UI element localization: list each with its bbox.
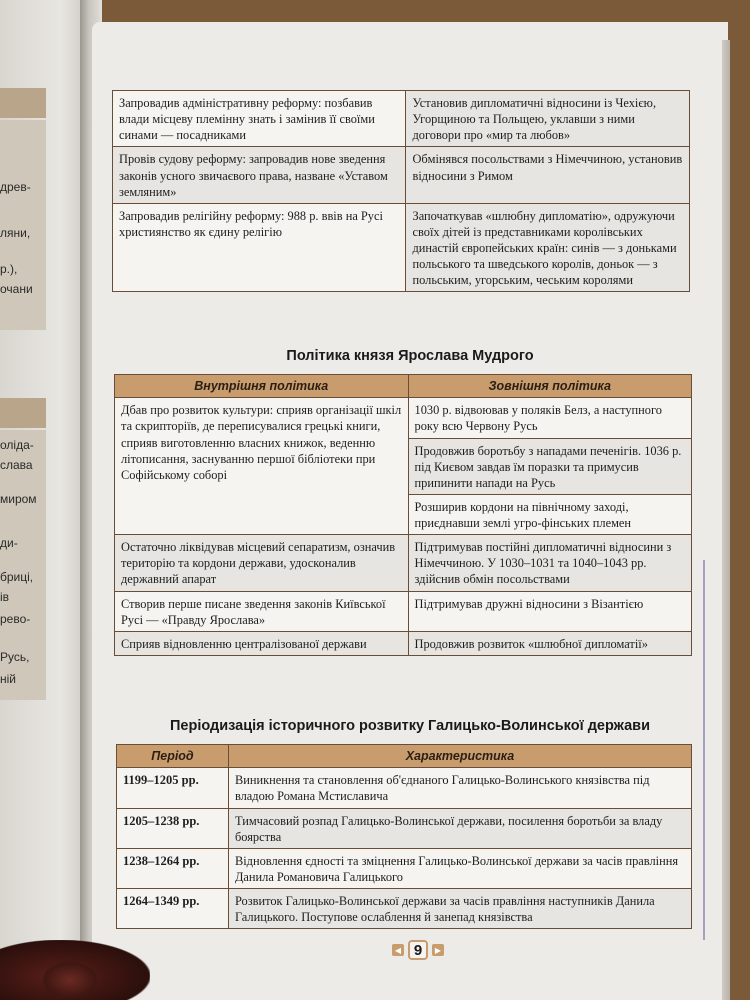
fingernail xyxy=(40,960,100,1000)
table-row xyxy=(117,808,692,848)
table-row xyxy=(113,91,690,147)
external-policy-cell: Підтримував дружні відносини з Візантією xyxy=(408,591,692,631)
section-title-galicia: Періодизація історичного розвитку Галицько-Волинської держави xyxy=(169,718,650,734)
description-cell: Виникнення та становлення об'єднаного Галицько-Волинського князівства під владою Романа Мстиславича xyxy=(228,768,691,808)
book-page xyxy=(92,22,728,1000)
yaroslav-policy-table xyxy=(114,374,692,656)
left-table-header xyxy=(0,88,46,118)
table-row xyxy=(117,768,692,808)
left-fragment: ній xyxy=(0,672,16,686)
left-fragment: оліда- xyxy=(0,438,34,452)
internal-policy-cell: Остаточно ліквідував місцевий сепаратизм, означив територію та кордони держави, удосконалив державний апарат xyxy=(115,535,409,591)
external-policy-cell: Установив дипломатичні відносини із Чехією, Угорщиною та Польщею, уклавши з ними договори про «мир та любов» xyxy=(406,91,690,147)
table-header-row xyxy=(117,745,692,768)
triangle-right-icon: ▶ xyxy=(432,944,444,956)
internal-policy-cell: Сприяв відновленню централізованої держави xyxy=(115,631,409,655)
table-row xyxy=(115,398,692,438)
description-cell: Відновлення єдності та зміцнення Галицько-Волинської держави за часів правління Данила Романовича Галицького xyxy=(228,848,691,888)
left-fragment: ляни, xyxy=(0,226,31,240)
left-table-body xyxy=(0,120,46,330)
table-row xyxy=(113,203,690,292)
internal-policy-cell: Провів судову реформу: запровадив нове зведення законів усного звичаєвого права, назване «Уставом земляним» xyxy=(113,147,406,203)
left-fragment: очани xyxy=(0,282,33,296)
left-fragment: ів xyxy=(0,590,10,604)
previous-page xyxy=(0,0,86,1000)
header-description: Характеристика xyxy=(228,745,691,768)
external-policy-cell: Розширив кордони на північному заході, приєднавши землі угро-фінських племен xyxy=(408,494,692,534)
volodymyr-policy-table xyxy=(112,90,690,292)
table-row xyxy=(115,631,692,655)
table-row xyxy=(113,147,690,203)
external-policy-cell: Започаткував «шлюбну дипломатію», одружуючи своїх дітей із представниками королівських династій європейських країн: синів — з доньками польського та шведського королів, доньок — з польським, угорським, чеським королями xyxy=(406,203,690,292)
period-cell: 1238–1264 рр. xyxy=(117,848,229,888)
left-fragment: бриці, xyxy=(0,570,34,584)
external-policy-cell: 1030 р. відвоював у поляків Белз, а наступного року всю Червону Русь xyxy=(408,398,692,438)
table-row xyxy=(117,889,692,929)
table-header-row xyxy=(115,375,692,398)
table-row xyxy=(115,535,692,591)
period-cell: 1199–1205 рр. xyxy=(117,768,229,808)
internal-policy-cell: Дбав про розвиток культури: сприяв організації шкіл та скрипторіїв, де переписувалися грецькі книги, сприяв виготовленню власних книжок, веденню літописання, заснуванню першої бібліотеки при Софійському соборі xyxy=(115,398,409,535)
triangle-left-icon: ◀ xyxy=(392,944,404,956)
left-fragment: миром xyxy=(0,492,37,506)
left-fragment: ди- xyxy=(0,536,18,550)
period-cell: 1264–1349 рр. xyxy=(117,889,229,929)
page-margin-line xyxy=(703,560,705,940)
period-cell: 1205–1238 рр. xyxy=(117,808,229,848)
table-row xyxy=(117,848,692,888)
internal-policy-cell: Створив перше писане зведення законів Київської Русі — «Правду Ярослава» xyxy=(115,591,409,631)
left-fragment: Русь, xyxy=(0,650,30,664)
table-row xyxy=(115,591,692,631)
description-cell: Розвиток Галицько-Волинської держави за часів правління наступників Данила Галицького. Поступове ослаблення й занепад князівства xyxy=(228,889,691,929)
header-external: Зовнішня політика xyxy=(408,375,692,398)
galicia-periods-table xyxy=(116,744,692,929)
section-title-yaroslav: Політика князя Ярослава Мудрого xyxy=(286,348,534,364)
description-cell: Тимчасовий розпад Галицько-Волинської держави, посилення боротьби за владу боярства xyxy=(228,808,691,848)
left-fragment: рево- xyxy=(0,612,31,626)
internal-policy-cell: Запровадив релігійну реформу: 988 р. ввів на Русі християнство як єдину релігію xyxy=(113,203,406,292)
left-table-header xyxy=(0,398,46,428)
header-period: Період xyxy=(117,745,229,768)
header-internal: Внутрішня політика xyxy=(115,375,409,398)
left-fragment: древ- xyxy=(0,180,31,194)
external-policy-cell: Підтримував постійні дипломатичні відносини з Німеччиною. У 1030–1031 та 1040–1043 рр. здійснив обмін посольствами xyxy=(408,535,692,591)
left-fragment: слава xyxy=(0,458,33,472)
left-fragment: р.), xyxy=(0,262,18,276)
external-policy-cell: Обмінявся посольствами з Німеччиною, установив відносини з Римом xyxy=(406,147,690,203)
external-policy-cell: Продовжив розвиток «шлюбної дипломатії» xyxy=(408,631,692,655)
page-edge xyxy=(722,40,730,1000)
page-number-block xyxy=(392,940,444,960)
page-number: 9 xyxy=(408,940,428,960)
external-policy-cell: Продовжив боротьбу з нападами печенігів. 1036 р. під Києвом завдав їм поразки та примусив припинити напади на Русь xyxy=(408,438,692,494)
internal-policy-cell: Запровадив адміністративну реформу: позбавив влади місцеву племінну знать і замінив її своїми синами — посадниками xyxy=(113,91,406,147)
